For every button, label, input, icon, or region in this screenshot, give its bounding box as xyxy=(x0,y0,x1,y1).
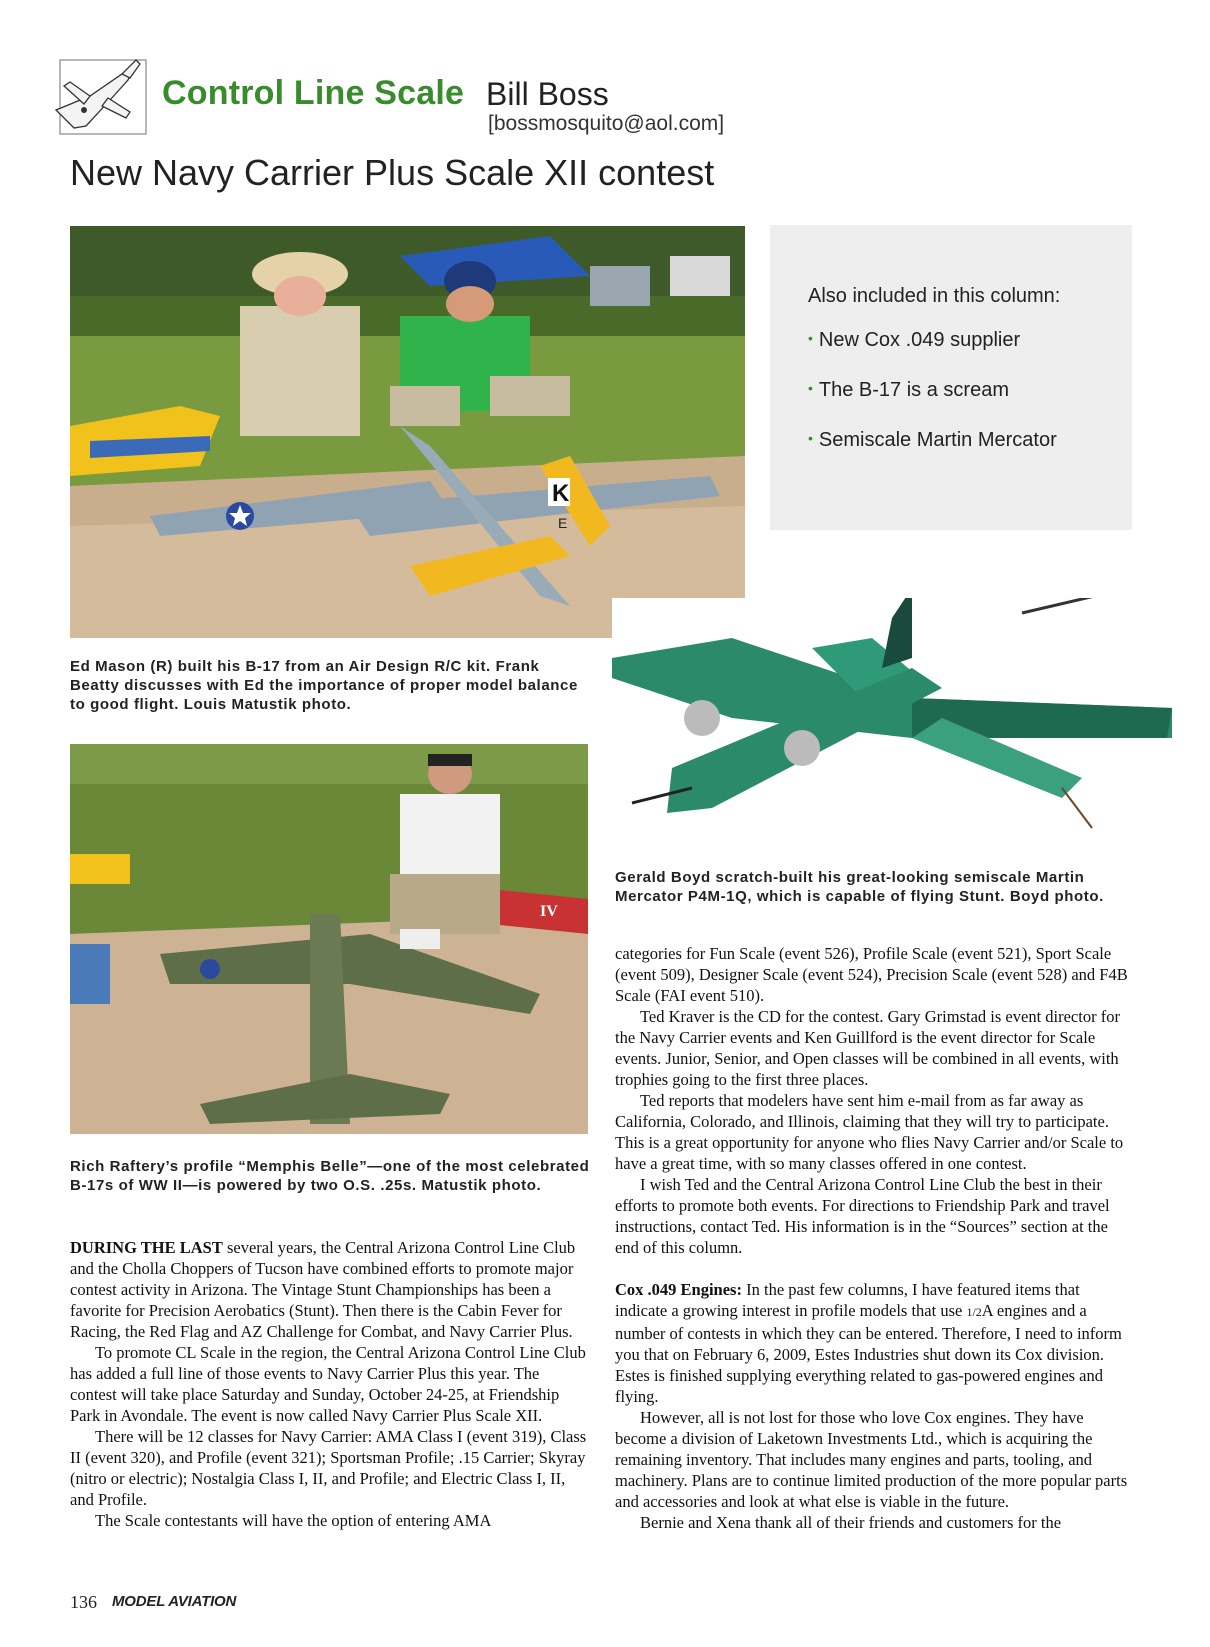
sidebar-list xyxy=(808,329,1057,479)
photo-martin-mercator xyxy=(612,598,1172,862)
page-number: 136 xyxy=(70,1592,97,1612)
paragraph: To promote CL Scale in the region, the Central Arizona Control Line Club has added a full line of those events to Navy Carrier Plus this year. The contest will take place Saturday and Sunday, October 24-25, at Friendship Park in Avondale. The event is now called Navy Carrier Plus Scale XII. xyxy=(70,1343,586,1425)
sidebar-title: Also included in this column: xyxy=(808,285,1061,307)
fuselage-letter: E xyxy=(558,515,568,531)
article-body-right xyxy=(615,943,1135,1533)
sidebar-item: • Semiscale Martin Mercator xyxy=(808,429,1057,451)
author-name: Bill Boss xyxy=(486,76,609,112)
paragraph: There will be 12 classes for Navy Carrier: AMA Class I (event 319), Class II (event 320), and Profile (event 321); Sportsman Profile; .15 Carrier; Skyray (nitro or electric); Nostalgia Class I, II, and Profile; and Electric Class I, II, and Profile. xyxy=(70,1427,587,1509)
bullet-icon: • xyxy=(808,430,813,446)
sidebar-item: • New Cox .049 supplier xyxy=(808,329,1021,351)
paragraph: DURING THE LAST several years, the Central Arizona Control Line Club and the Cholla Choppers of Tucson have combined efforts to promote major contest activity in Arizona. The Vintage Stunt Championships has been a favorite for Precision Aerobatics (Stunt). Then there is the Cabin Fever for Racing, the Red Flag and AZ Challenge for Combat, and Navy Carrier Plus. xyxy=(70,1238,576,1341)
section-lead-cox: Cox .049 Engines: xyxy=(615,1280,742,1299)
sidebar-box xyxy=(770,225,1132,530)
column-logo-airplane xyxy=(50,52,150,138)
paragraph: The Scale contestants will have the option of entering AMA xyxy=(95,1511,492,1530)
photo-b17-balance xyxy=(70,226,745,638)
article-headline: New Navy Carrier Plus Scale XII contest xyxy=(70,152,715,193)
caption-photo-3: Gerald Boyd scratch-built his great-looking semiscale Martin Mercator P4M-1Q, which is capable of flying Stunt. Boyd photo. xyxy=(615,869,1104,905)
magazine-name: MODEL AVIATION xyxy=(112,1593,237,1610)
article-body-left xyxy=(70,1237,590,1531)
caption-photo-2: Rich Raftery’s profile “Memphis Belle”—one of the most celebrated B-17s of WW II—is powered by two O.S. .25s. Matustik photo. xyxy=(70,1158,590,1194)
column-title: Control Line Scale xyxy=(162,74,465,112)
paragraph: Ted Kraver is the CD for the contest. Gary Grimstad is event director for the Navy Carrier events and Ken Guillford is the event director for Scale events. Junior, Senior, and Open classes will be combined in all events, with trophies going to the first three places. xyxy=(615,1007,1120,1089)
lead-in: DURING THE LAST xyxy=(70,1238,223,1257)
author-email[interactable]: [bossmosquito@aol.com] xyxy=(488,112,725,135)
bullet-icon: • xyxy=(808,380,813,396)
tail-letter-k: K xyxy=(552,480,570,507)
paragraph: Cox .049 Engines: In the past few columns, I have featured items that indicate a growing interest in profile models that use 1/2A engines and a number of contests in which they can be entered. Therefore, I need to inform you that on February 6, 2009, Estes Industries shut down its Cox division. Estes is finished supplying everything related to gas-powered engines and flying. xyxy=(615,1280,1122,1406)
caption-photo-1: Ed Mason (R) built his B-17 from an Air Design R/C kit. Frank Beatty discusses with Ed the importance of proper model balance to good flight. Louis Matustik photo. xyxy=(70,658,578,713)
sidebar-item: • The B-17 is a scream xyxy=(808,379,1009,401)
paragraph: Ted reports that modelers have sent him e-mail from as far away as California, Colorado, and Illinois, claiming that they will try to participate. This is a great opportunity for anyone who flies Navy Carrier and/or Scale to have a great time, with so many classes offered in one contest. xyxy=(615,1091,1124,1173)
photo-memphis-belle xyxy=(70,744,588,1134)
plane-marking-iv: IV xyxy=(540,903,558,920)
paragraph: Bernie and Xena thank all of their friends and customers for the xyxy=(640,1513,1062,1532)
paragraph: categories for Fun Scale (event 526), Profile Scale (event 521), Sport Scale (event 509), Designer Scale (event 524), Precision Scale (event 528) and F4B Scale (FAI event 510). xyxy=(615,944,1128,1005)
bullet-icon: • xyxy=(808,330,813,346)
paragraph: I wish Ted and the Central Arizona Control Line Club the best in their efforts to promote both events. For directions to Friendship Park and travel instructions, contact Ted. His information is in the “Sources” section at the end of this column. xyxy=(615,1175,1110,1257)
paragraph: However, all is not lost for those who love Cox engines. They have become a division of Laketown Investments Ltd., which is acquiring the remaining inventory. That includes many engines and parts, tooling, and machinery. Plans are to continue limited production of the more popular parts and accessories and look at what else is viable in the future. xyxy=(615,1408,1128,1511)
